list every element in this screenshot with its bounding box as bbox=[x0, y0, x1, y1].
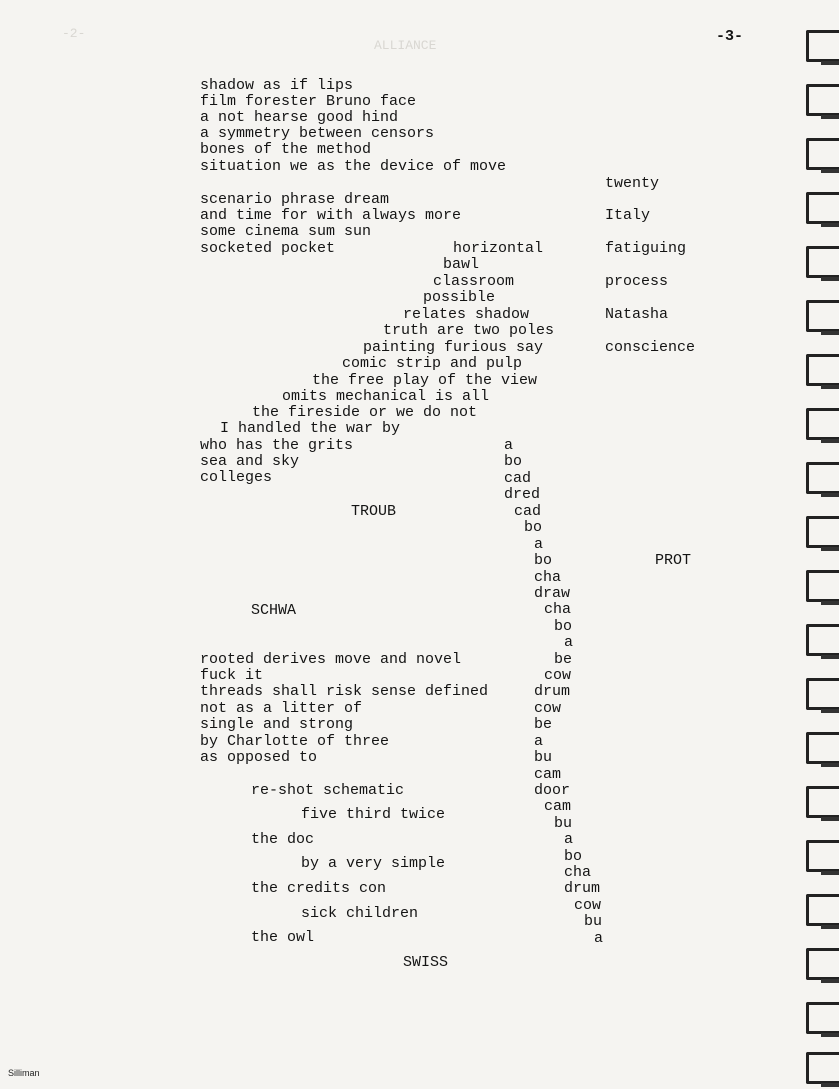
syllable: door bbox=[534, 782, 571, 799]
syllable: bo bbox=[524, 519, 543, 536]
label-prot: PROT bbox=[655, 552, 692, 569]
bleed-through-page-number: -2- bbox=[62, 26, 86, 41]
cascade-line: bawl bbox=[443, 256, 480, 273]
syllable: a bbox=[594, 930, 604, 947]
poem-line: who has the grits bbox=[200, 437, 354, 454]
poem-line: re-shot schematic bbox=[251, 782, 405, 799]
binding-ring bbox=[806, 840, 839, 872]
binding-ring bbox=[806, 1002, 839, 1034]
syllable: cow bbox=[574, 897, 602, 914]
binding-ring bbox=[806, 354, 839, 386]
binding-ring bbox=[806, 84, 839, 116]
poem-line: by Charlotte of three bbox=[200, 733, 390, 750]
syllable: bu bbox=[584, 913, 603, 930]
syllable: be bbox=[554, 651, 573, 668]
margin-word: Natasha bbox=[605, 306, 669, 323]
margin-word: Italy bbox=[605, 207, 651, 224]
poem-line: film forester Bruno face bbox=[200, 93, 417, 110]
binding-ring bbox=[806, 732, 839, 764]
author-credit: Silliman bbox=[8, 1068, 40, 1078]
cascade-line: comic strip and pulp bbox=[342, 355, 523, 372]
poem-line: the credits con bbox=[251, 880, 387, 897]
poem-line: rooted derives move and novel bbox=[200, 651, 462, 668]
binding-ring bbox=[806, 30, 839, 62]
syllable: a bbox=[504, 437, 514, 454]
binding-ring bbox=[806, 786, 839, 818]
binding-ring bbox=[806, 246, 839, 278]
syllable: draw bbox=[534, 585, 571, 602]
cascade-line: painting furious say bbox=[363, 339, 544, 356]
poem-line: the owl bbox=[251, 929, 315, 946]
syllable: bo bbox=[504, 453, 523, 470]
poem-line: some cinema sum sun bbox=[200, 223, 372, 240]
margin-word: fatiguing bbox=[605, 240, 687, 257]
poem-line: the doc bbox=[251, 831, 315, 848]
cascade-line: classroom bbox=[433, 273, 515, 290]
syllable: cha bbox=[564, 864, 592, 881]
page-number: -3- bbox=[716, 28, 744, 45]
syllable: cad bbox=[504, 470, 532, 487]
syllable: bo bbox=[534, 552, 553, 569]
syllable: bu bbox=[534, 749, 553, 766]
binding-ring bbox=[806, 192, 839, 224]
binding-ring bbox=[806, 408, 839, 440]
syllable: a bbox=[534, 733, 544, 750]
syllable: bo bbox=[564, 848, 583, 865]
poem-line: situation we as the device of move bbox=[200, 158, 507, 175]
binding-ring bbox=[806, 1052, 839, 1084]
binding-ring bbox=[806, 462, 839, 494]
syllable: cha bbox=[544, 601, 572, 618]
syllable: cam bbox=[534, 766, 562, 783]
syllable: a bbox=[564, 634, 574, 651]
cascade-line: truth are two poles bbox=[383, 322, 555, 339]
syllable: drum bbox=[534, 683, 571, 700]
syllable: drum bbox=[564, 880, 601, 897]
label-schwa: SCHWA bbox=[251, 602, 297, 619]
poem-line: colleges bbox=[200, 469, 273, 486]
cascade-line: the free play of the view bbox=[312, 372, 538, 389]
spiral-binding bbox=[805, 0, 839, 1089]
poem-line: bones of the method bbox=[200, 141, 372, 158]
poem-line: scenario phrase dream bbox=[200, 191, 390, 208]
margin-word: process bbox=[605, 273, 669, 290]
cascade-line: the fireside or we do not bbox=[252, 404, 478, 421]
poem-line: five third twice bbox=[301, 806, 446, 823]
syllable: cow bbox=[534, 700, 562, 717]
syllable: dred bbox=[504, 486, 541, 503]
binding-ring bbox=[806, 300, 839, 332]
binding-ring bbox=[806, 948, 839, 980]
margin-word: conscience bbox=[605, 339, 696, 356]
syllable: bo bbox=[554, 618, 573, 635]
syllable: cad bbox=[514, 503, 542, 520]
poem-line: socketed pocket bbox=[200, 240, 336, 257]
poem-line: not as a litter of bbox=[200, 700, 363, 717]
poem-line: a symmetry between censors bbox=[200, 125, 435, 142]
cascade-line: horizontal bbox=[453, 240, 544, 257]
poem-line: threads shall risk sense defined bbox=[200, 683, 489, 700]
cascade-line: possible bbox=[423, 289, 496, 306]
cascade-line: I handled the war by bbox=[220, 420, 401, 437]
syllable: cam bbox=[544, 798, 572, 815]
margin-word: twenty bbox=[605, 175, 660, 192]
poem-line: sea and sky bbox=[200, 453, 300, 470]
poem-line: fuck it bbox=[200, 667, 264, 684]
label-troub: TROUB bbox=[351, 503, 397, 520]
cascade-line: omits mechanical is all bbox=[282, 388, 490, 405]
poem-line: single and strong bbox=[200, 716, 354, 733]
poem-line: shadow as if lips bbox=[200, 77, 354, 94]
poem-line: a not hearse good hind bbox=[200, 109, 399, 126]
poem-line: sick children bbox=[301, 905, 419, 922]
binding-ring bbox=[806, 894, 839, 926]
binding-ring bbox=[806, 516, 839, 548]
syllable: cha bbox=[534, 569, 562, 586]
poem-line: as opposed to bbox=[200, 749, 318, 766]
syllable: bu bbox=[554, 815, 573, 832]
syllable: a bbox=[534, 536, 544, 553]
cascade-line: relates shadow bbox=[403, 306, 530, 323]
poem-line: and time for with always more bbox=[200, 207, 462, 224]
binding-ring bbox=[806, 624, 839, 656]
label-swiss: SWISS bbox=[403, 954, 449, 971]
binding-ring bbox=[806, 138, 839, 170]
syllable: cow bbox=[544, 667, 572, 684]
binding-ring bbox=[806, 570, 839, 602]
poem-line: by a very simple bbox=[301, 855, 446, 872]
syllable: be bbox=[534, 716, 553, 733]
bleed-through-title: ALLIANCE bbox=[374, 38, 437, 53]
syllable: a bbox=[564, 831, 574, 848]
binding-ring bbox=[806, 678, 839, 710]
